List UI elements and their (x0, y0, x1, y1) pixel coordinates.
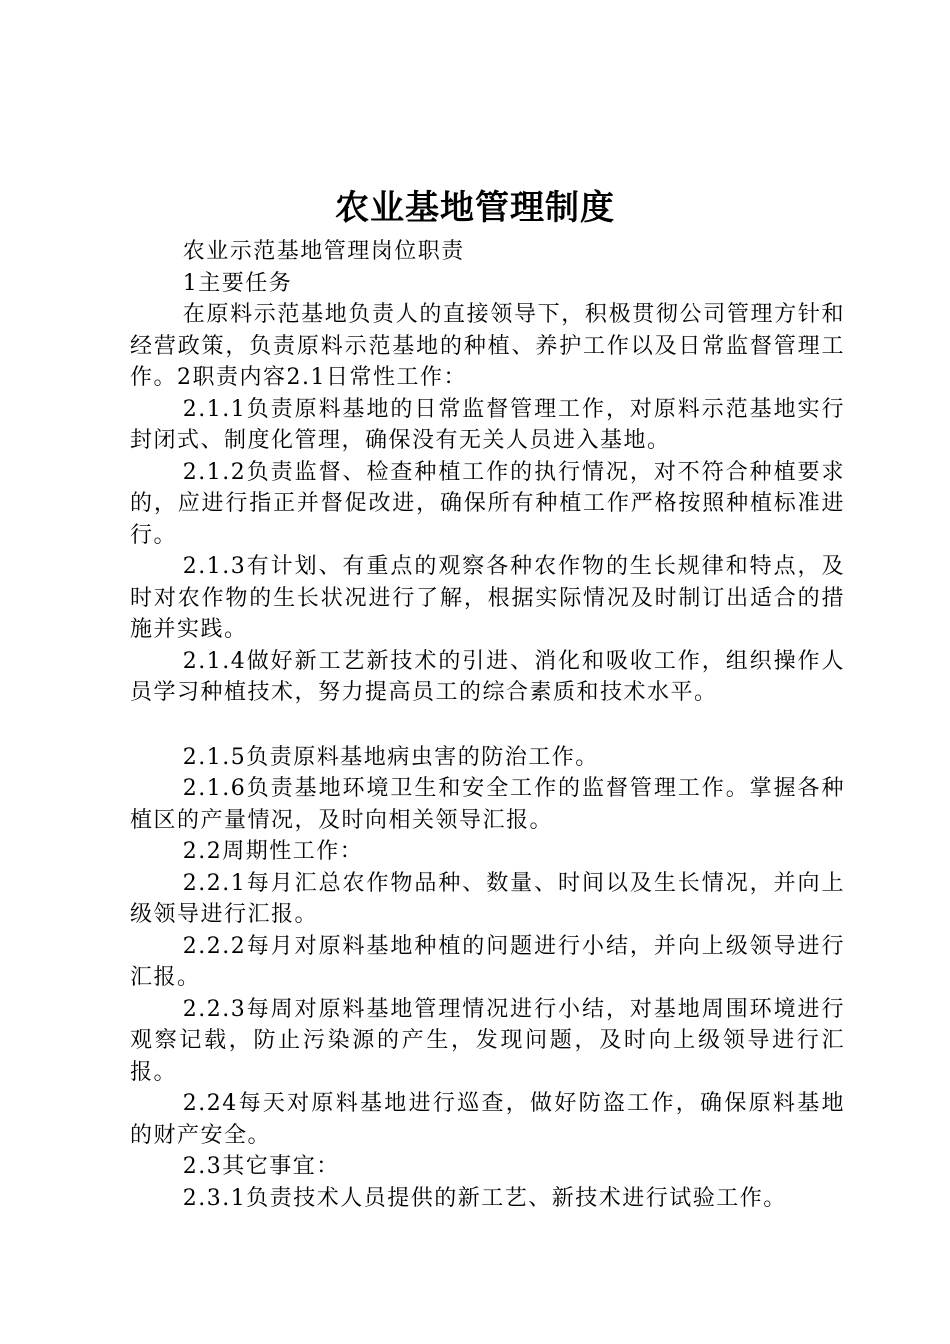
document-body (130, 236, 845, 1214)
paragraph-2-1-3: 2.1.3有计划、有重点的观察各种农作物的生长规律和特点，及时对农作物的生长状况进行了解，根据实际情况及时制订出适合的措施并实践。 (130, 554, 845, 642)
paragraph-2-2-heading: 2.2周期性工作： (182, 839, 364, 864)
paragraph-2-2-3: 2.2.3每周对原料基地管理情况进行小结，对基地周围环境进行观察记载，防止污染源的产生，发现问题，及时向上级领导进行汇报。 (130, 996, 845, 1085)
paragraph-2-3-1: 2.3.1负责技术人员提供的新工艺、新技术进行试验工作。 (182, 1185, 787, 1211)
paragraph-2-3-heading: 2.3其它事宜： (182, 1154, 340, 1179)
paragraph-2-2-1: 2.2.1每月汇总农作物品种、数量、时间以及生长情况，并向上级领导进行汇报。 (130, 870, 845, 927)
paragraph-main-task: 在原料示范基地负责人的直接领导下，积极贯彻公司管理方针和经营政策，负责原料示范基地的种植、养护工作以及日常监督管理工作。2职责内容2.1日常性工作： (130, 302, 845, 390)
paragraph-2-2-2: 2.2.2每月对原料基地种植的问题进行小结，并向上级领导进行汇报。 (130, 933, 845, 990)
paragraph-2-1-2: 2.1.2负责监督、检查种植工作的执行情况，对不符合种植要求的，应进行指正并督促改进，确保所有种植工作严格按照种植标准进行。 (130, 459, 845, 548)
paragraph-main-task-heading: 1主要任务 (182, 270, 293, 296)
paragraph-2-2-4: 2.24每天对原料基地进行巡查，做好防盗工作，确保原料基地的财产安全。 (130, 1091, 845, 1148)
paragraph-section-heading: 农业示范基地管理岗位职责 (182, 239, 465, 264)
paragraph-2-1-4: 2.1.4做好新工艺新技术的引进、消化和吸收工作，组织操作人员学习种植技术，努力提高员工的综合素质和技术水平。 (130, 648, 845, 705)
paragraph-2-1-6: 2.1.6负责基地环境卫生和安全工作的监督管理工作。掌握各种植区的产量情况，及时向相关领导汇报。 (130, 776, 845, 833)
paragraph-2-1-5: 2.1.5负责原料基地病虫害的防治工作。 (182, 744, 599, 770)
paragraph-2-1-1: 2.1.1负责原料基地的日常监督管理工作，对原料示范基地实行封闭式、制度化管理，确保没有无关人员进入基地。 (130, 396, 845, 453)
document-title: 农业基地管理制度 (335, 188, 615, 228)
